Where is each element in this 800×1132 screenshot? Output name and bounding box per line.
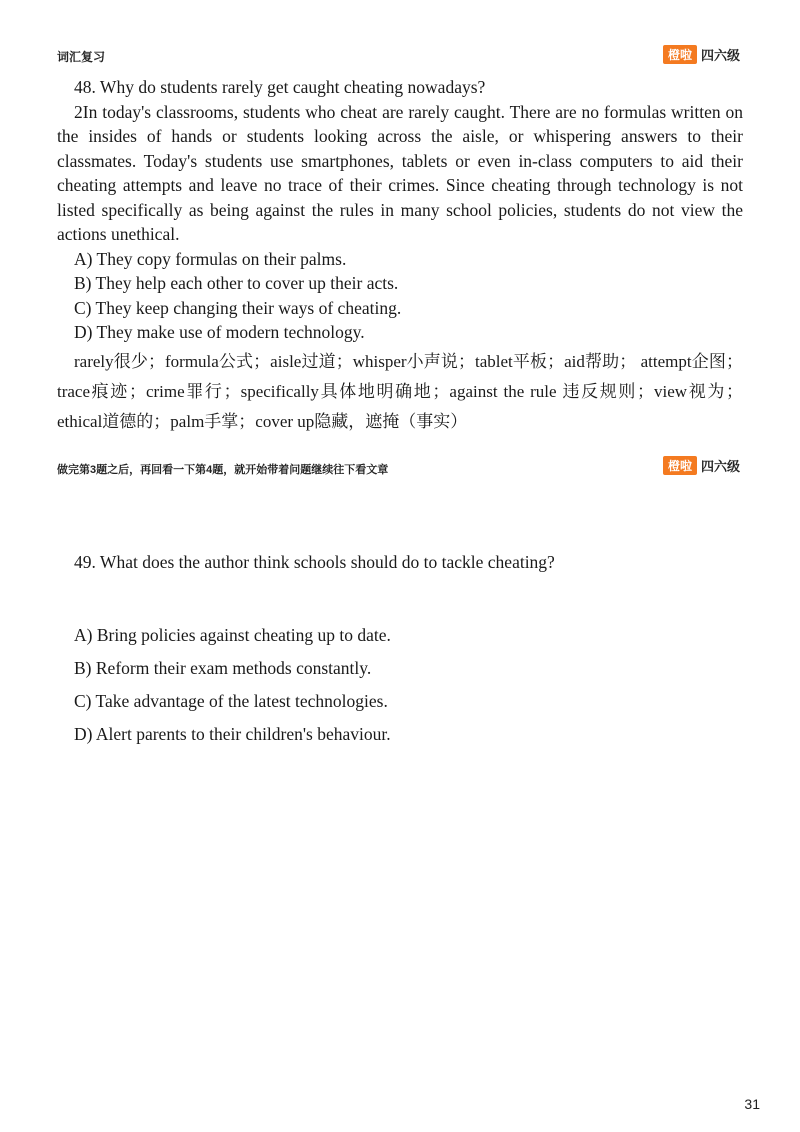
passage-text: 2In today's classrooms, students who cheat are rarely caught. There are no formulas written on the insides of hands or students looking across the aisle, or whispering answers to their classmates. Today's students use smartphones, tablets or even in-class computers to aid their cheating attempts and leave no trace of their crimes. Since cheating through technology is not listed specifically as being against the rules in many school policies, students do not view the actions unethical. <box>57 101 743 244</box>
instruction-note: 做完第3题之后，再回看一下第4题，就开始带着问题继续往下看文章 <box>57 464 389 476</box>
brand-badge-2 <box>663 456 740 475</box>
brand-badge <box>663 45 740 64</box>
option-49-d: D) Alert parents to their children's behaviour. <box>74 724 391 744</box>
brand-level: 四六级 <box>700 48 740 63</box>
option-48-d: D) They make use of modern technology. <box>74 322 365 342</box>
question-49-options <box>74 619 391 751</box>
brand-logo: 橙啦 <box>663 45 697 64</box>
question-48-title: 48. Why do students rarely get caught cheating nowadays? <box>74 77 486 97</box>
question-48-passage <box>57 100 743 247</box>
question-48-block <box>57 75 743 437</box>
section-label: 词汇复习 <box>57 50 106 64</box>
option-48-b: B) They help each other to cover up their acts. <box>74 273 399 293</box>
vocab-line-1: rarely很少；formula公式；aisle过道；whisper小声说；tablet平板；aid帮助； <box>74 351 637 371</box>
option-49-b: B) Reform their exam methods constantly. <box>74 658 372 678</box>
option-49-a: A) Bring policies against cheating up to date. <box>74 625 391 645</box>
option-48-c: C) They keep changing their ways of cheating. <box>74 297 402 318</box>
question-49-title: 49. What does the author think schools should do to tackle cheating? <box>74 552 555 572</box>
page-number: 31 <box>744 1096 760 1112</box>
brand-logo-2: 橙啦 <box>663 456 697 475</box>
brand-level-2: 四六级 <box>700 459 740 474</box>
vocabulary-notes <box>57 347 743 437</box>
option-48-a: A) They copy formulas on their palms. <box>74 248 347 269</box>
option-49-c: C) Take advantage of the latest technologies. <box>74 691 388 711</box>
vocab-rest: attempt企图；trace痕迹；crime罪行；specifically具体地明确地；against the rule 违反规则；view视为；ethical道德的；palm手掌；cover up隐藏，遮掩（事实） <box>57 351 743 431</box>
